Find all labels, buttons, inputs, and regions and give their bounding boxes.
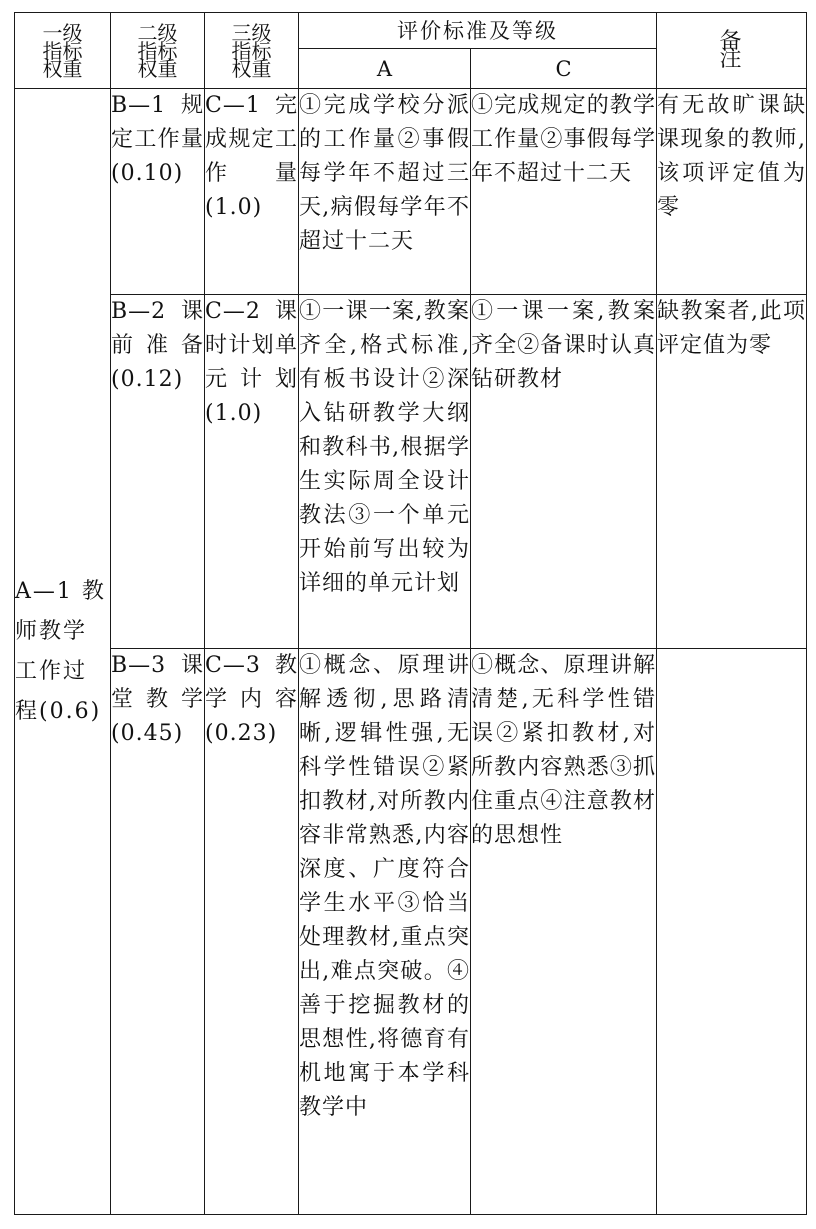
- second-level-indicator: B—1 规定工作量(0.10): [111, 89, 205, 295]
- header-level1: 一级 指标 权重: [15, 13, 111, 89]
- remark: [657, 649, 807, 1215]
- header-level2: 二级 指标 权重: [111, 13, 205, 89]
- grade-a-criteria: ①完成学校分派的工作量②事假每学年不超过三天,病假每学年不超过十二天: [299, 89, 471, 295]
- header-row-1: [15, 13, 807, 49]
- evaluation-table: [14, 12, 807, 1215]
- header-grade-a: A: [299, 49, 471, 89]
- remark: 缺教案者,此项评定值为零: [657, 295, 807, 649]
- grade-a-criteria: ①一课一案,教案齐全,格式标准,有板书设计②深入钻研教学大纲和教科书,根据学生实际周全设计教法③一个单元开始前写出较为详细的单元计划: [299, 295, 471, 649]
- first-level-indicator: A—1 教师教学工作过程(0.6): [15, 89, 111, 1215]
- grade-a-criteria: ①概念、原理讲解透彻,思路清晰,逻辑性强,无科学性错误②紧扣教材,对所教内容非常熟悉,内容深度、广度符合学生水平③恰当处理教材,重点突出,难点突破。④善于挖掘教材的思想性,将德育有机地寓于本学科教学中: [299, 649, 471, 1215]
- header-criteria-title: 评价标准及等级: [299, 13, 657, 49]
- grade-c-criteria: ①一课一案,教案齐全②备课时认真钻研教材: [471, 295, 657, 649]
- third-level-indicator: C—3 教学内容(0.23): [205, 649, 299, 1215]
- table-row: [15, 295, 807, 649]
- header-level3: 三级 指标 权重: [205, 13, 299, 89]
- second-level-indicator: B—2 课前准备(0.12): [111, 295, 205, 649]
- third-level-indicator: C—1 完成规定工作量(1.0): [205, 89, 299, 295]
- header-grade-c: C: [471, 49, 657, 89]
- remark: 有无故旷课缺课现象的教师,该项评定值为零: [657, 89, 807, 295]
- third-level-indicator: C—2 课时计划单元计划(1.0): [205, 295, 299, 649]
- grade-c-criteria: ①完成规定的教学工作量②事假每学年不超过十二天: [471, 89, 657, 295]
- table-row: [15, 649, 807, 1215]
- grade-c-criteria: ①概念、原理讲解清楚,无科学性错误②紧扣教材,对所教内容熟悉③抓住重点④注意教材的思想性: [471, 649, 657, 1215]
- table-row: [15, 89, 807, 295]
- second-level-indicator: B—3 课堂教学(0.45): [111, 649, 205, 1215]
- header-note: 备注: [657, 13, 807, 89]
